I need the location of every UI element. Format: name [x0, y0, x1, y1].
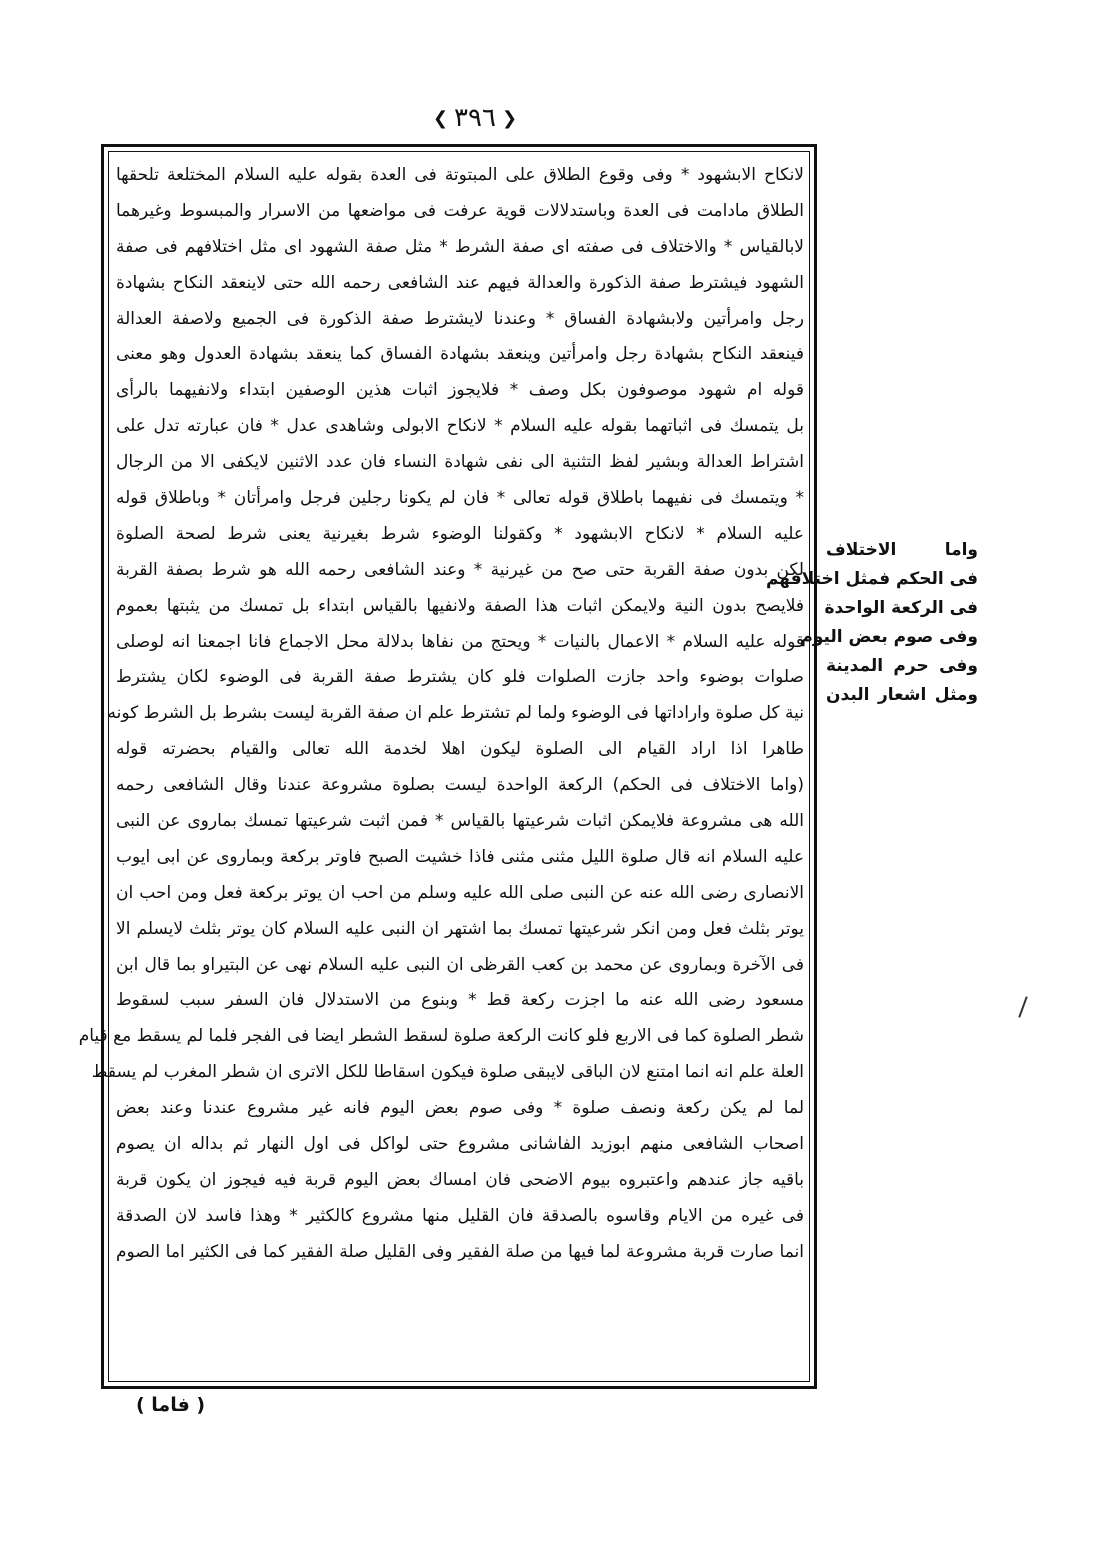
- text-line: رجل وامرأتين ولابشهادة الفساق * وعندنا لايشترط صفة الذكورة فى الجميع ولاصفة العدالة: [116, 308, 804, 329]
- catchword: ( فاما ): [136, 1394, 206, 1416]
- text-line: لانكاح الابشهود * وفى وقوع الطلاق على المبتوتة فى العدة بقوله عليه السلام المختلعة تلحقها: [116, 165, 804, 185]
- text-line: عليه السلام انه قال صلوة الليل مثنى مثنى فاذا خشيت الصبح فاوتر بركعة وبماروى عن ابى ايوب: [116, 846, 804, 867]
- text-line: اصحاب الشافعى منهم ابوزيد الفاشانى مشروع حتى لواكل فى اول النهار ثم بداله ان يصوم: [116, 1134, 804, 1155]
- ornament-left-icon: ❯: [432, 107, 449, 129]
- text-line: بل يتمسك فى اثباتهما بقوله عليه السلام * لانكاح الابولى وشاهدى عدل * فان عبارته تدل على: [116, 416, 804, 437]
- ornament-right-icon: ❮: [501, 107, 518, 129]
- page-number-text: ٣٩٦: [454, 103, 496, 133]
- text-line: فينعقد النكاح بشهادة رجل وامرأتين وينعقد بشهادة الفساق كما ينعقد بشهادة العدول وهو معنى: [116, 344, 804, 365]
- text-line: الطلاق مادامت فى العدة وباستدلالات قوية عرفت فى مواضعها من الاسرار والمبسوط وغيرهما: [116, 200, 804, 221]
- text-line: فلايصح بدون النية ولايمكن اثبات هذا الصفة ولانفيها بالقياس ابتداء بل تمسك من يثبتها بعموم: [116, 595, 804, 616]
- text-line: (واما الاختلاف فى الحكم) الركعة الواحدة ليست بصلوة مشروعة عندنا وقال الشافعى رحمه: [116, 775, 804, 796]
- text-line: نية كل صلوة واراداتها فى الوضوء ولما لم تشترط علم ان صفة القربة ليست بشرط بل الشرط كونه: [107, 703, 804, 724]
- text-line: فى الآخرة وبماروى عن محمد بن كعب القرظى ان النبى عليه السلام نهى عن البتيراو بما قال ابن: [116, 954, 804, 975]
- text-line: قوله ام شهود موصوفون بكل وصف * فلايجوز اثبات هذين الوصفين ابتداء ولانفيهما بالرأى: [116, 380, 804, 401]
- text-line: مسعود رضى الله عنه ما اجزت ركعة قط * وبنوع من الاستدلال فان السفر سبب لسقوط: [116, 990, 804, 1011]
- text-line: انما صارت قربة مشروعة لما فيها من صلة الفقير وفى القليل صلة الفقير كما فى الكثير اما الصوم: [116, 1241, 804, 1262]
- text-line: الانصارى رضى الله عنه عن النبى صلى الله عليه وسلم من احب ان يوتر بركعة فعل ومن احب ان: [116, 882, 804, 903]
- stray-pen-mark: [1018, 996, 1027, 1017]
- text-line: طاهرا اذا اراد القيام الى الصلوة ليكون اهلا لخدمة الله تعالى والقيام بحضرته قوله: [116, 739, 804, 760]
- text-line: باقيه جاز عندهم واعتبروه بيوم الاضحى فان امساك بعض اليوم قربة فيه فيجوز ان يكون قربة: [116, 1169, 804, 1190]
- text-line: عليه السلام * لانكاح الابشهود * وكقولنا الوضوء شرط بغيرنية يعنى شرط لصحة الصلوة: [116, 523, 804, 544]
- margin-note-line: فى الركعة الواحدة: [824, 598, 978, 618]
- margin-note-line: فى الحكم فمثل اختلافهم: [765, 569, 978, 589]
- margin-note: [765, 536, 978, 710]
- text-line: لما لم يكن ركعة ونصف صلوة * وفى صوم بعض اليوم فانه غير مشروع عندنا وعند بعض: [116, 1098, 804, 1119]
- text-line: قوله عليه السلام * الاعمال بالنيات * ويحتج من نفاها بدلالة محل الاجماع فانا اجمعنا انه لوصلى: [116, 631, 804, 652]
- text-line: الشهود فيشترط صفة الذكورة والعدالة فيهم عند الشافعى رحمه الله حتى لاينعقد النكاح بشهادة: [116, 272, 804, 293]
- margin-note-line: وفى صوم بعض اليوم: [800, 627, 978, 647]
- text-line: الله هى مشروعة فلايمكن اثبات شرعيتها بالقياس * فمن اثبت شرعيتها تمسك بماروى عن النبى: [116, 811, 804, 832]
- text-line: لابالقياس * والاختلاف فى صفته اى صفة الشرط * مثل صفة الشهود اى مثل اختلافهم فى صفة: [116, 236, 804, 257]
- text-line: فى غيره من الايام وقاسوه بالصدقة فان القليل منها مشروع كالكثير * وهذا فاسد لان الصدقة: [116, 1205, 804, 1226]
- main-text-block: [78, 158, 804, 1380]
- margin-note-line: وفى حرم المدينة: [826, 656, 978, 676]
- text-line: العلة علم انه انما امتنع لان الباقى لايبقى صلوة فيكون اسقاطا للكل الاترى ان شطر المغرب لم يسقط: [91, 1062, 804, 1083]
- page-number: [420, 98, 530, 138]
- text-line: يوتر بثلث فعل ومن انكر شرعيتها تمسك بما اشتهر ان النبى عليه السلام كان يوتر بثلث لايسلم الا: [116, 918, 804, 939]
- text-line: اشتراط العدالة وبشير لفظ التثنية الى نفى شهادة النساء فان عدد الاثنين لايكفى الا من الرجال: [116, 452, 804, 473]
- margin-note-line: واما الاختلاف: [826, 540, 978, 560]
- text-line: لكن بدون صفة القربة حتى صح من غيرنية * وعند الشافعى رحمه الله هو شرط بصفة القربة: [116, 559, 804, 580]
- text-line: صلوات بوضوء واحد جازت الصلوات فلو كان يشترط صفة القربة فى الوضوء لكان يشترط: [116, 667, 804, 688]
- text-line: شطر الصلوة كما فى الاربع فلو كانت الركعة صلوة لسقط الشطر ايضا فى الفجر فلما لم يسقط مع قيام: [78, 1026, 804, 1047]
- margin-note-line: ومثل اشعار البدن: [826, 685, 978, 705]
- text-line: * ويتمسك فى نفيهما باطلاق قوله تعالى * فان لم يكونا رجلين فرجل وامرأتان * وباطلاق قوله: [116, 488, 804, 509]
